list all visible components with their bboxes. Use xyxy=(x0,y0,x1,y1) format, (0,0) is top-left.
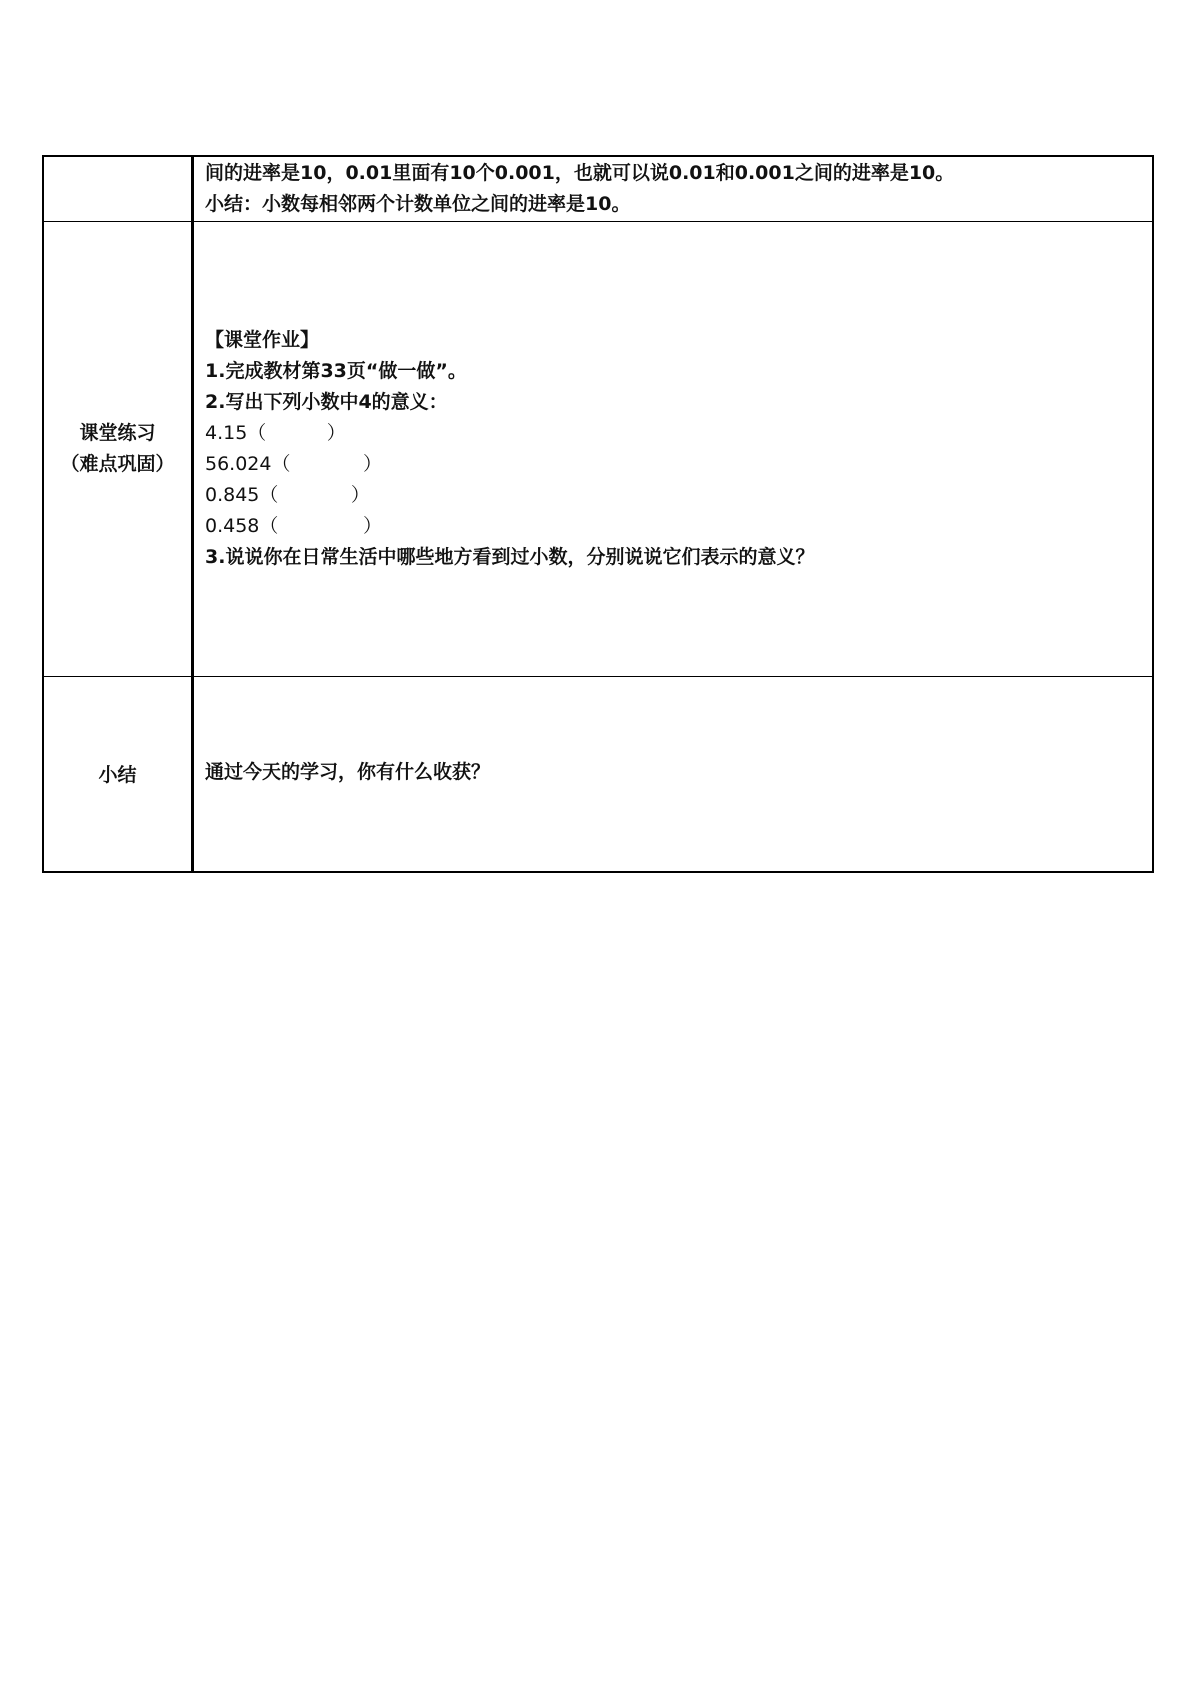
exercise-item-1: 1.完成教材第33页“做一做”。 xyxy=(205,360,467,382)
summary-question: 通过今天的学习，你有什么收获？ xyxy=(205,760,491,783)
exercise-item-2: 2.写出下列小数中4的意义： xyxy=(205,391,448,413)
row-label-cell xyxy=(44,677,194,873)
fill-blank-4: 0.458（ ） xyxy=(205,515,382,537)
row-label-difficulty-consolidation: （难点巩固） xyxy=(60,453,175,475)
classwork-heading: 【课堂作业】 xyxy=(205,329,320,351)
row-label-summary: 小结 xyxy=(98,763,137,786)
fill-blank-3: 0.845（ ） xyxy=(205,484,370,506)
table-row xyxy=(44,157,1152,222)
exercise-item-3: 3.说说你在日常生活中哪些地方看到过小数，分别说说它们表示的意义？ xyxy=(205,546,815,568)
table-row xyxy=(44,677,1152,873)
row-label-classroom-practice: 课堂练习 xyxy=(79,422,156,444)
row-label-cell xyxy=(44,157,194,221)
fill-blank-2: 56.024（ ） xyxy=(205,453,382,475)
table-row xyxy=(44,222,1152,677)
row-label-cell xyxy=(44,222,194,676)
row-content-cell xyxy=(194,222,1152,676)
lesson-plan-table xyxy=(42,155,1154,873)
summary-text-line: 小结：小数每相邻两个计数单位之间的进率是10。 xyxy=(205,193,631,215)
row-content-cell xyxy=(194,677,1152,873)
row-content-cell xyxy=(194,157,1152,221)
continued-text-line: 间的进率是10，0.01里面有10个0.001，也就可以说0.01和0.001之间的进率是10。 xyxy=(205,162,955,184)
fill-blank-1: 4.15（ ） xyxy=(205,422,346,444)
